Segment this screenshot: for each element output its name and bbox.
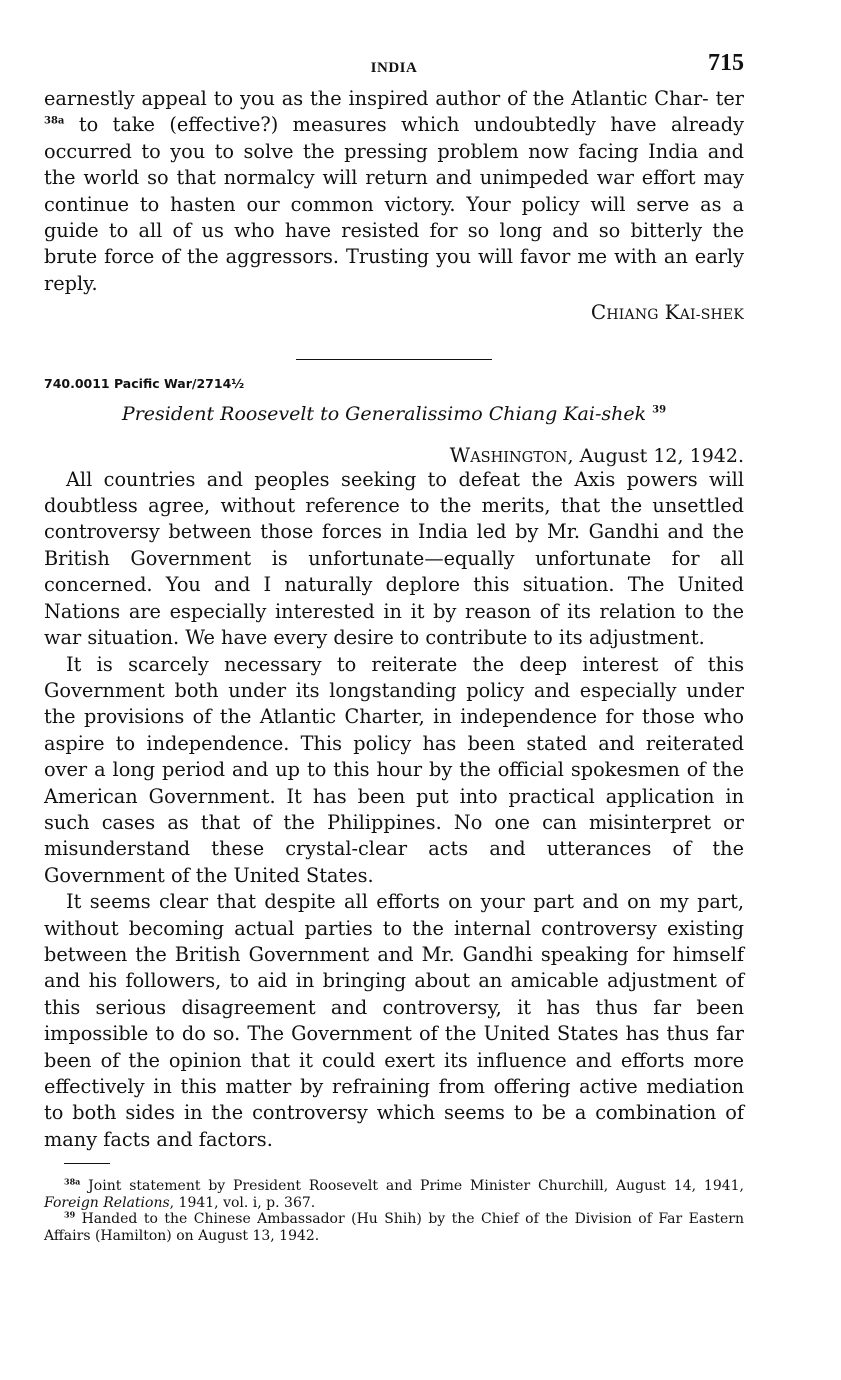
page-number: 715 [708,50,744,76]
signature-initial-1: C [590,300,607,325]
footnote-text-end: , 1941, vol. i, p. 367. [169,1194,316,1211]
footnote-38a [44,1178,744,1211]
body-paragraph-3: It seems clear that despite all efforts on your part and on my part, without becoming actual parties to the internal controversy existing between the British Government and Mr. Gandhi speaking for himself and his followers, to aid in bringing about an amicable adjustment of this serious disagreement and controversy, it has thus far been impossible to do so. The Government of the United States has thus far been of the opinion that it could exert its influence and efforts more effectively in this matter by refraining from offering active mediation to both sides in the controversy which seems to be a combination of many facts and factors. [44,890,744,1151]
dateline-place-initial: W [449,442,471,467]
document-title [44,403,744,425]
footnote-divider [64,1163,110,1164]
signature-initial-2: K [664,300,680,325]
footnote-ref-38a: 38a [44,115,65,127]
footnotes [44,1178,744,1244]
footnote-text: Handed to the Chinese Ambassador (Hu Shih) by the Chief of the Division of Far Eastern Affairs (Hamilton) on August 13, 1942. [44,1211,744,1244]
dateline-place-rest: ASHINGTON [470,449,568,466]
footnote-ref-39: 39 [652,404,667,416]
body-paragraph-2: It is scarcely necessary to reiterate the deep interest of this Government both under its longstanding policy and especially under the provisions of the Atlantic Charter, in independence for those who aspire to independence. This policy has been stated and reiterated over a long period and up to this hour by the official spokesmen of the American Government. It has been put into practical application in such cases as that of the Philippines. No one can misinterpret or misunderstand these crystal-clear acts and utterances of the Government of the United States. [44,652,744,887]
section-divider [296,359,492,360]
footnote-mark: 38a [64,1176,81,1187]
dateline-date: , August 12, 1942. [567,444,744,467]
letter-text-continued: to take (effective?) measures which undoubtedly have already occurred to you to solve the pressing problem now facing India and the world so that normalcy will return and unimpeded war effort may continue to hasten our common victory. Your policy will serve as a guide to all of us who have resisted for so long and so bitterly the brute force of the aggressors. Trusting you will favor me with an early reply. [44,113,744,295]
letter-text: ter [715,87,744,110]
document-title-text: President Roosevelt to Generalissimo Chiang Kai-shek [121,402,647,425]
footnote-39 [44,1211,744,1244]
footnote-mark: 39 [64,1209,76,1220]
signature-rest-1: HIANG [606,307,659,324]
footnote-italic-title: Foreign Relations [44,1194,170,1211]
letter-body [44,467,744,1154]
signature-rest-2: AI-SHEK [679,307,744,324]
previous-letter-continuation [44,86,744,329]
page-header [44,50,744,86]
signature [44,299,744,328]
running-head: INDIA [370,60,418,76]
file-reference: 740.0011 Pacific War/2714½ [44,375,245,391]
body-paragraph-1: All countries and peoples seeking to defeat the Axis powers will doubtless agree, without reference to the merits, that the unsettled controversy between those forces in India led by Mr. Gandhi and the British Government is unfortunate—equally unfortunate for all concerned. You and I naturally deplore this situation. The United Nations are especially interested in it by reason of its relation to the war situation. We have every desire to contribute to its adjustment. [44,467,744,650]
previous-letter-paragraph [44,86,744,297]
letter-first-line: earnestly appeal to you as the inspired author of the Atlantic Char- [44,87,709,110]
dateline [44,443,744,467]
footnote-text: Joint statement by President Roosevelt and Prime Minister Churchill, August 14, 1941, [80,1178,744,1195]
document-page [44,50,744,1244]
